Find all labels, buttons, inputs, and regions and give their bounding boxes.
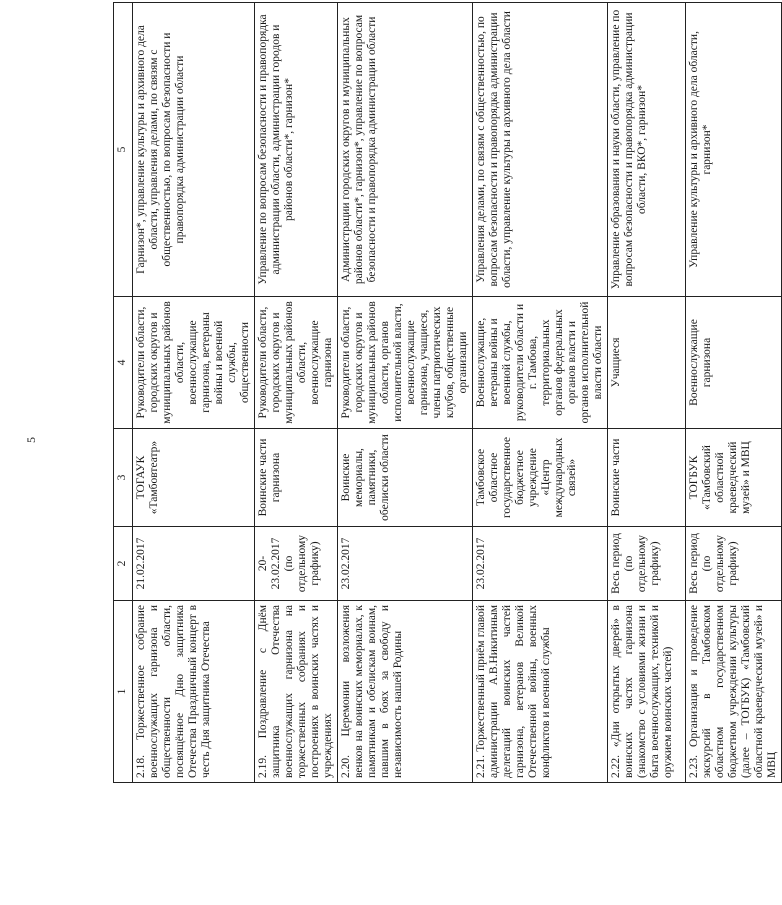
participants-cell: Руководители области, городских округов и муниципальных районов области, органов исполнительной власти, военнослужащие гарнизона, учащиеся, члены патриотических клубов, общественные организации	[338, 297, 473, 429]
place-cell: ТОГБУК «Тамбовский областной краеведческий музей» и МВЦ	[686, 429, 782, 527]
table-row	[255, 3, 338, 783]
place-cell: Воинские части	[608, 429, 686, 527]
date-cell: Весь период (по отдельному графику)	[608, 527, 686, 601]
header-col-3: 3	[114, 429, 133, 527]
responsible-cell: Управления делами, по связям с общественностью, по вопросам безопасности и правопорядка администрации области, управление культуры и архивного дела области	[473, 3, 608, 297]
date-cell: 21.02.2017	[133, 527, 255, 601]
event-cell: 2.21. Торжественный приём главой администрации А.В.Никитиным делегаций воинских частей гарнизона, ветеранов Великой Отечественной войны, военных конфликтов и военной службы	[473, 601, 608, 783]
participants-cell: Руководители области, городских округов и муниципальных районов области, военнослужащие гарнизона	[255, 297, 338, 429]
place-cell: ТОГАУК «Тамбовтеатр»	[133, 429, 255, 527]
event-cell: 2.22. «Дни открытых дверей» в воинских частях гарнизона (знакомство с условиями жизни и быта военнослужащих, техникой и оружием воинских частей)	[608, 601, 686, 783]
event-cell: 2.23. Организация и проведение экскурсий в Тамбовском областном государственном бюджетном учреждении культуры (далее – ТОГБУК) «Тамбовский областной краеведческий музей» и МВЦ	[686, 601, 782, 783]
date-cell: Весь период (по отдельному графику)	[686, 527, 782, 601]
table-row	[133, 3, 255, 783]
responsible-cell: Управление образования и науки области, управление по вопросам безопасности и правопорядка администрации области, ВКО*, гарнизон*	[608, 3, 686, 297]
table-row	[686, 3, 782, 783]
table-row	[608, 3, 686, 783]
header-col-5: 5	[114, 3, 133, 297]
place-cell: Воинские части гарнизона	[255, 429, 338, 527]
participants-cell: Военнослужащие гарнизона	[686, 297, 782, 429]
header-col-2: 2	[114, 527, 133, 601]
date-cell: 20-23.02.2017 (по отдельному графику)	[255, 527, 338, 601]
responsible-cell: Администрации городских округов и муниципальных районов области*, гарнизон*, управление по вопросам безопасности и правопорядка администрации области	[338, 3, 473, 297]
place-cell: Тамбовское областное государственное бюджетное учреждение «Центр международных связей»	[473, 429, 608, 527]
participants-cell: Учащиеся	[608, 297, 686, 429]
place-cell: Воинские мемориалы, памятники, обелиски области	[338, 429, 473, 527]
date-cell: 23.02.2017	[473, 527, 608, 601]
event-cell: 2.18. Торжественное собрание военнослужащих гарнизона и общественности области, посвящённое Дню защитника Отечества Праздничный концерт в честь Дня защитника Отечества	[133, 601, 255, 783]
responsible-cell: Управление по вопросам безопасности и правопорядка администрации области, администрации городов и районов области*, гарнизон*	[255, 3, 338, 297]
date-cell: 23.02.2017	[338, 527, 473, 601]
header-col-4: 4	[114, 297, 133, 429]
header-col-1: 1	[114, 601, 133, 783]
page-number: 5	[24, 437, 38, 443]
event-cell: 2.19. Поздравление с Днём защитника Отечества военнослужащих гарнизона на торжественных собраниях и построениях в воинских частях и учреждениях	[255, 601, 338, 783]
table-row	[338, 3, 473, 783]
table-row	[473, 3, 608, 783]
participants-cell: Руководители области, городских округов и муниципальных районов области, военнослужащие гарнизона, ветераны войны и военной службы, общественности	[133, 297, 255, 429]
event-cell: 2.20. Церемонии возложения венков на воинских мемориалах, к памятникам и обелискам воинам, павшим в боях за свободу и независимость нашей Родины	[338, 601, 473, 783]
participants-cell: Военнослужащие, ветераны войны и военной службы, руководители области и г. Тамбова, территориальных органов федеральных органов власти и органов исполнительной власти области	[473, 297, 608, 429]
rotated-page	[113, 3, 778, 783]
responsible-cell: Управление культуры и архивного дела области, гарнизон*	[686, 3, 782, 297]
header-row	[114, 3, 133, 783]
responsible-cell: Гарнизон*, управление культуры и архивного дела области, управления делами, по связям с общественностью, по вопросам безопасности и правопорядка администрации области	[133, 3, 255, 297]
events-table	[113, 2, 782, 783]
